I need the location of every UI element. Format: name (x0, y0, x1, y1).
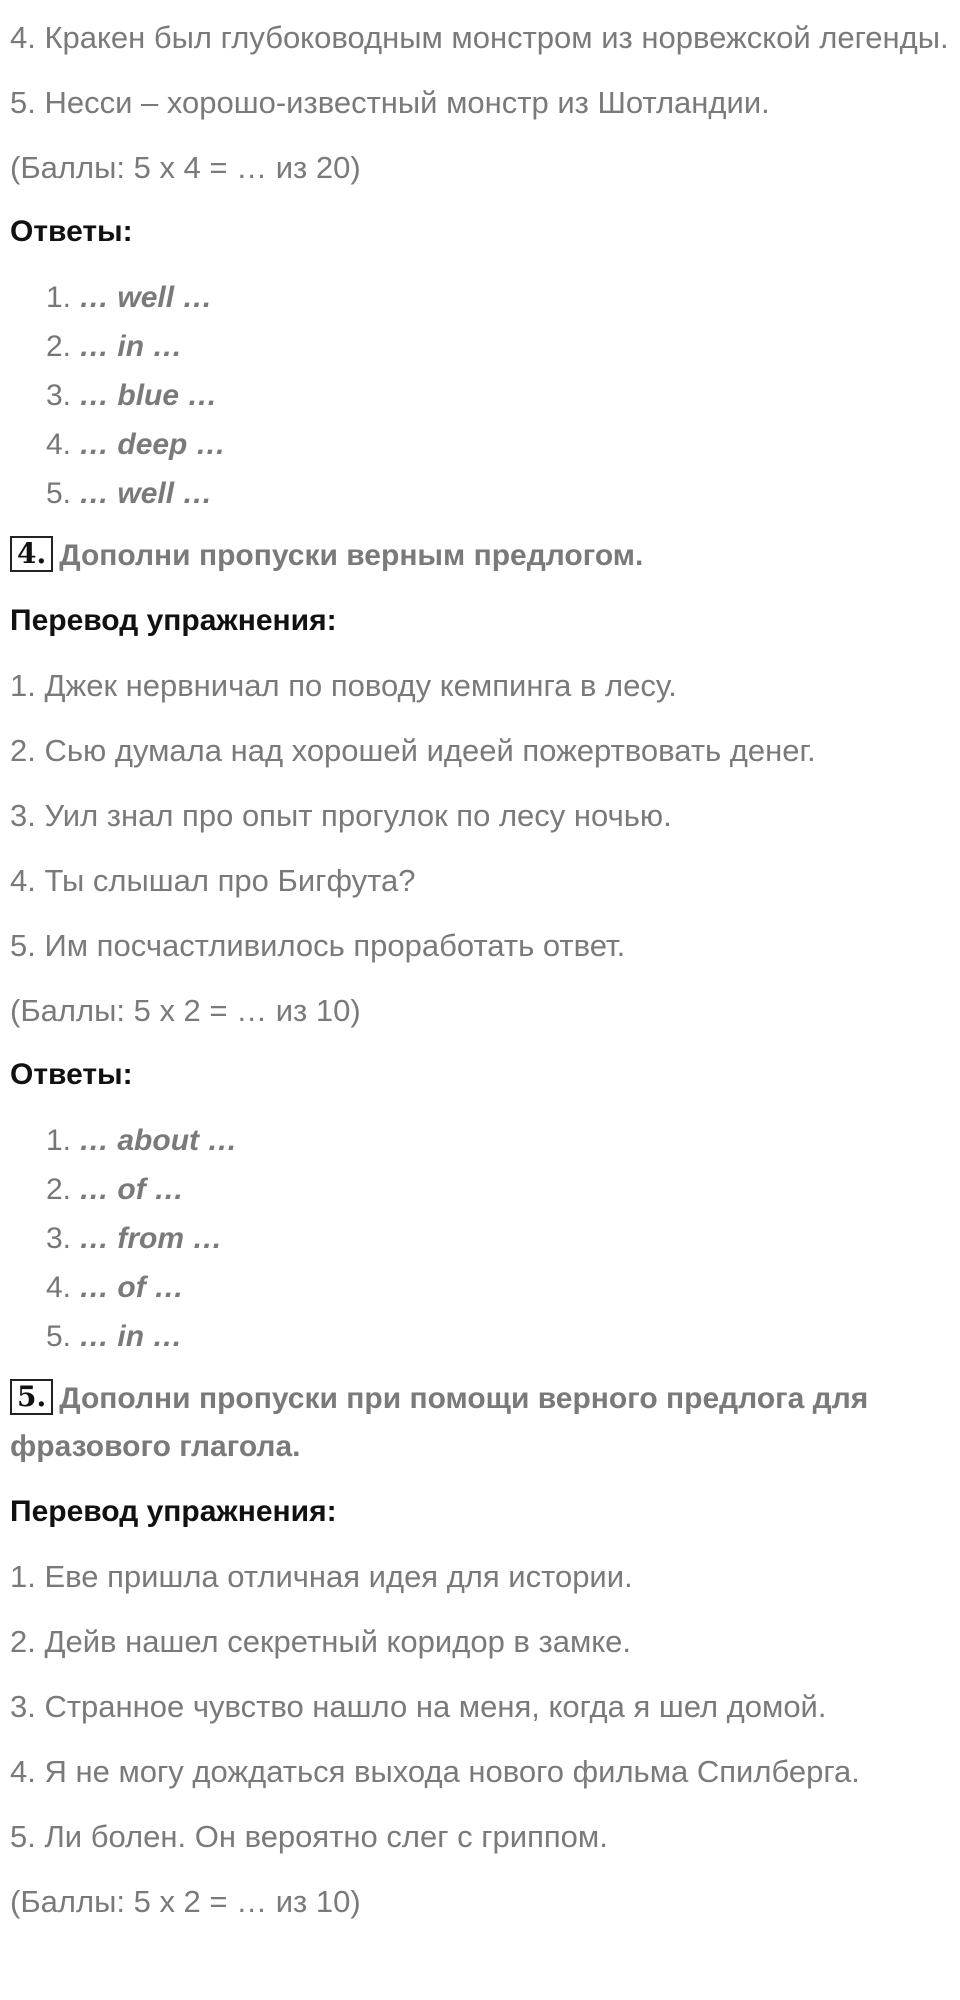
translation-line: 4. Я не могу дождаться выхода нового фильма Спилберга. (10, 1754, 860, 1789)
answer-text: … well … (79, 477, 213, 510)
answer-number: 2. (46, 1173, 72, 1206)
answer-item (46, 1116, 960, 1165)
answer-text: … deep … (79, 428, 226, 461)
answer-number: 4. (46, 428, 72, 461)
answer-item (46, 1263, 960, 1312)
answer-text: … blue … (79, 379, 218, 412)
answer-text: … of … (79, 1173, 185, 1206)
translation-line: 3. Странное чувство нашло на меня, когда я шел домой. (10, 1689, 827, 1724)
intro-line: 5. Несси – хорошо-известный монстр из Шотландии. (10, 85, 770, 120)
answer-item (46, 1312, 960, 1361)
score-line: (Баллы: 5 х 4 = … из 20) (10, 150, 361, 185)
answer-text: … about … (79, 1124, 238, 1157)
translation-line: 2. Дейв нашел секретный коридор в замке. (10, 1624, 632, 1659)
answers-heading: Ответы: (10, 215, 133, 248)
answer-text: … from … (79, 1222, 223, 1255)
task-title: Дополни пропуски верным предлогом. (59, 539, 644, 572)
answer-text: … in … (79, 330, 183, 363)
answer-item (46, 1214, 960, 1263)
task-title: Дополни пропуски при помощи верного предлога для фразового глагола. (10, 1382, 869, 1463)
translation-line: 1. Джек нервничал по поводу кемпинга в лесу. (10, 668, 677, 703)
translation-line: 1. Еве пришла отличная идея для истории. (10, 1559, 633, 1594)
translation-heading: Перевод упражнения: (10, 604, 337, 637)
answer-number: 5. (46, 1320, 72, 1353)
answer-text: … in … (79, 1320, 183, 1353)
translation-line: 2. Сью думала над хорошей идеей пожертвовать денег. (10, 733, 816, 768)
task-number-badge: 5. (10, 1379, 53, 1415)
answer-number: 3. (46, 379, 72, 412)
intro-line: 4. Кракен был глубоководным монстром из норвежской легенды. (10, 20, 949, 55)
translation-line: 4. Ты слышал про Бигфута? (10, 863, 416, 898)
answer-number: 1. (46, 1124, 72, 1157)
answer-text: … of … (79, 1271, 185, 1304)
answer-number: 1. (46, 281, 72, 314)
answers-list (10, 273, 960, 518)
answer-item (46, 1165, 960, 1214)
answer-item (46, 371, 960, 420)
score-line: (Баллы: 5 х 2 = … из 10) (10, 1884, 361, 1919)
task-5-heading (10, 1375, 960, 1471)
answer-item (46, 322, 960, 371)
answers-heading: Ответы: (10, 1058, 133, 1091)
translation-line: 3. Уил знал про опыт прогулок по лесу ночью. (10, 798, 672, 833)
answer-number: 5. (46, 477, 72, 510)
answer-text: … well … (79, 281, 213, 314)
translation-line: 5. Им посчастливилось проработать ответ. (10, 928, 626, 963)
answer-item (46, 420, 960, 469)
task-number-badge: 4. (10, 536, 53, 572)
translation-line: 5. Ли болен. Он вероятно слег с гриппом. (10, 1819, 608, 1854)
answer-number: 2. (46, 330, 72, 363)
task-4-heading (10, 532, 960, 580)
answer-item (46, 469, 960, 518)
answer-number: 3. (46, 1222, 72, 1255)
answers-list (10, 1116, 960, 1361)
answer-item (46, 273, 960, 322)
translation-heading: Перевод упражнения: (10, 1495, 337, 1528)
answer-number: 4. (46, 1271, 72, 1304)
score-line: (Баллы: 5 х 2 = … из 10) (10, 993, 361, 1028)
